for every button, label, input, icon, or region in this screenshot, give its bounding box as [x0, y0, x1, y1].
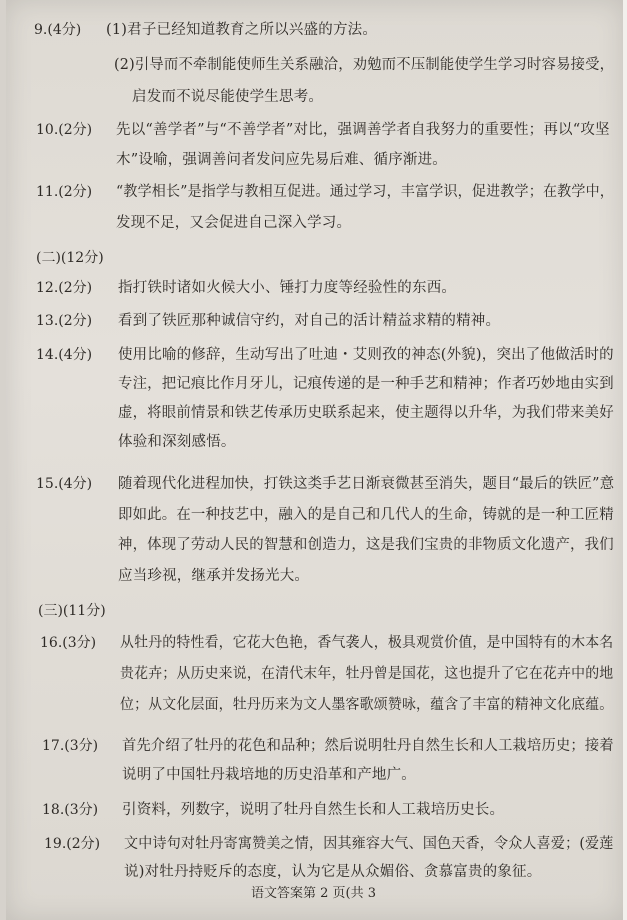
answer-line: 使用比喻的修辞，生动写出了吐迪・艾则孜的神态(外貌)，突出了他做活时的: [118, 347, 614, 363]
question-number: 13.(2分): [36, 313, 93, 329]
question-number: 9.(4分): [34, 22, 82, 38]
question-number: 15.(4分): [36, 476, 93, 492]
answer-line: 虚，将眼前情景和铁艺传承历史联系起来，使主题得以升华，为我们带来美好: [118, 405, 614, 421]
answer-line: 发现不足，又会促进自己深入学习。: [116, 215, 352, 231]
answer-line: 专注，把记痕比作月牙儿，记痕传递的是一种手艺和精神；作者巧妙地由实到: [118, 376, 614, 392]
answer-line: (2)引导而不牵制能使师生关系融洽，劝勉而不压制能使学生学习时容易接受，: [114, 57, 615, 73]
answer-line: 神，体现了劳动人民的智慧和创造力，这是我们宝贵的非物质文化遗产，我们: [118, 537, 614, 553]
answer-line: 先以“善学者”与“不善学者”对比，强调善学者自我努力的重要性；再以“攻坚: [116, 122, 610, 138]
answer-line: 位；从文化层面，牡丹历来为文人墨客歌颂赞咏，蕴含了丰富的精神文化底蕴。: [120, 697, 614, 713]
page-footer: 语文答案第 2 页(共 3: [250, 886, 376, 901]
answer-line: 指打铁时诸如火候大小、锤打力度等经验性的东西。: [118, 280, 457, 296]
section-heading: (二)(12分): [36, 250, 104, 266]
answer-line: “教学相长”是指学与教相互促进。通过学习，丰富学识，促进教学；在教学中，: [116, 184, 615, 200]
question-number: 12.(2分): [36, 280, 93, 296]
question-number: 10.(2分): [36, 122, 93, 138]
answer-line: 文中诗句对牡丹寄寓赞美之情，因其雍容大气、国色天香，令众人喜爱；(爱莲: [124, 836, 614, 852]
answer-line: 引资料，列数字，说明了牡丹自然生长和人工栽培历史长。: [122, 802, 505, 818]
answer-line: (1)君子已经知道教育之所以兴盛的方法。: [106, 22, 378, 38]
answer-line: 首先介绍了牡丹的花色和品种；然后说明牡丹自然生长和人工栽培历史；接着: [122, 738, 614, 754]
answer-line: 应当珍视，继承并发扬光大。: [118, 568, 310, 584]
question-number: 18.(3分): [42, 802, 99, 818]
answer-line: 木”设喻，强调善问者发问应先易后难、循序渐进。: [116, 152, 448, 168]
question-number: 14.(4分): [36, 347, 93, 363]
question-number: 16.(3分): [40, 635, 97, 651]
answer-line: 从牡丹的特性看，它花大色艳，香气袭人，极具观赏价值，是中国特有的木本名: [120, 635, 614, 651]
section-heading: (三)(11分): [38, 603, 106, 619]
page-edge: [623, 0, 627, 920]
answer-line: 说)对牡丹持贬斥的态度，认为它是从众媚俗、贪慕富贵的象征。: [124, 864, 542, 880]
answer-line: 即如此。在一种技艺中，融入的是自己和几代人的生命，铸就的是一种工匠精: [118, 507, 614, 523]
question-number: 11.(2分): [36, 184, 93, 200]
answer-line: 体验和深刻感悟。: [118, 434, 236, 450]
answer-line: 贵花卉；从历史来说，在清代末年，牡丹曾是国花，这也提升了它在花卉中的地: [120, 666, 614, 682]
question-number: 19.(2分): [44, 836, 101, 852]
question-number: 17.(3分): [42, 738, 99, 754]
answer-line: 随着现代化进程加快，打铁这类手艺日渐衰微甚至消失，题目“最后的铁匠”意: [118, 476, 615, 492]
answer-line: 看到了铁匠那种诚信守约，对自己的活计精益求精的精神。: [118, 313, 501, 329]
answer-line: 启发而不说尽能使学生思考。: [132, 89, 324, 105]
answer-line: 说明了中国牡丹栽培地的历史沿革和产地广。: [122, 767, 416, 783]
